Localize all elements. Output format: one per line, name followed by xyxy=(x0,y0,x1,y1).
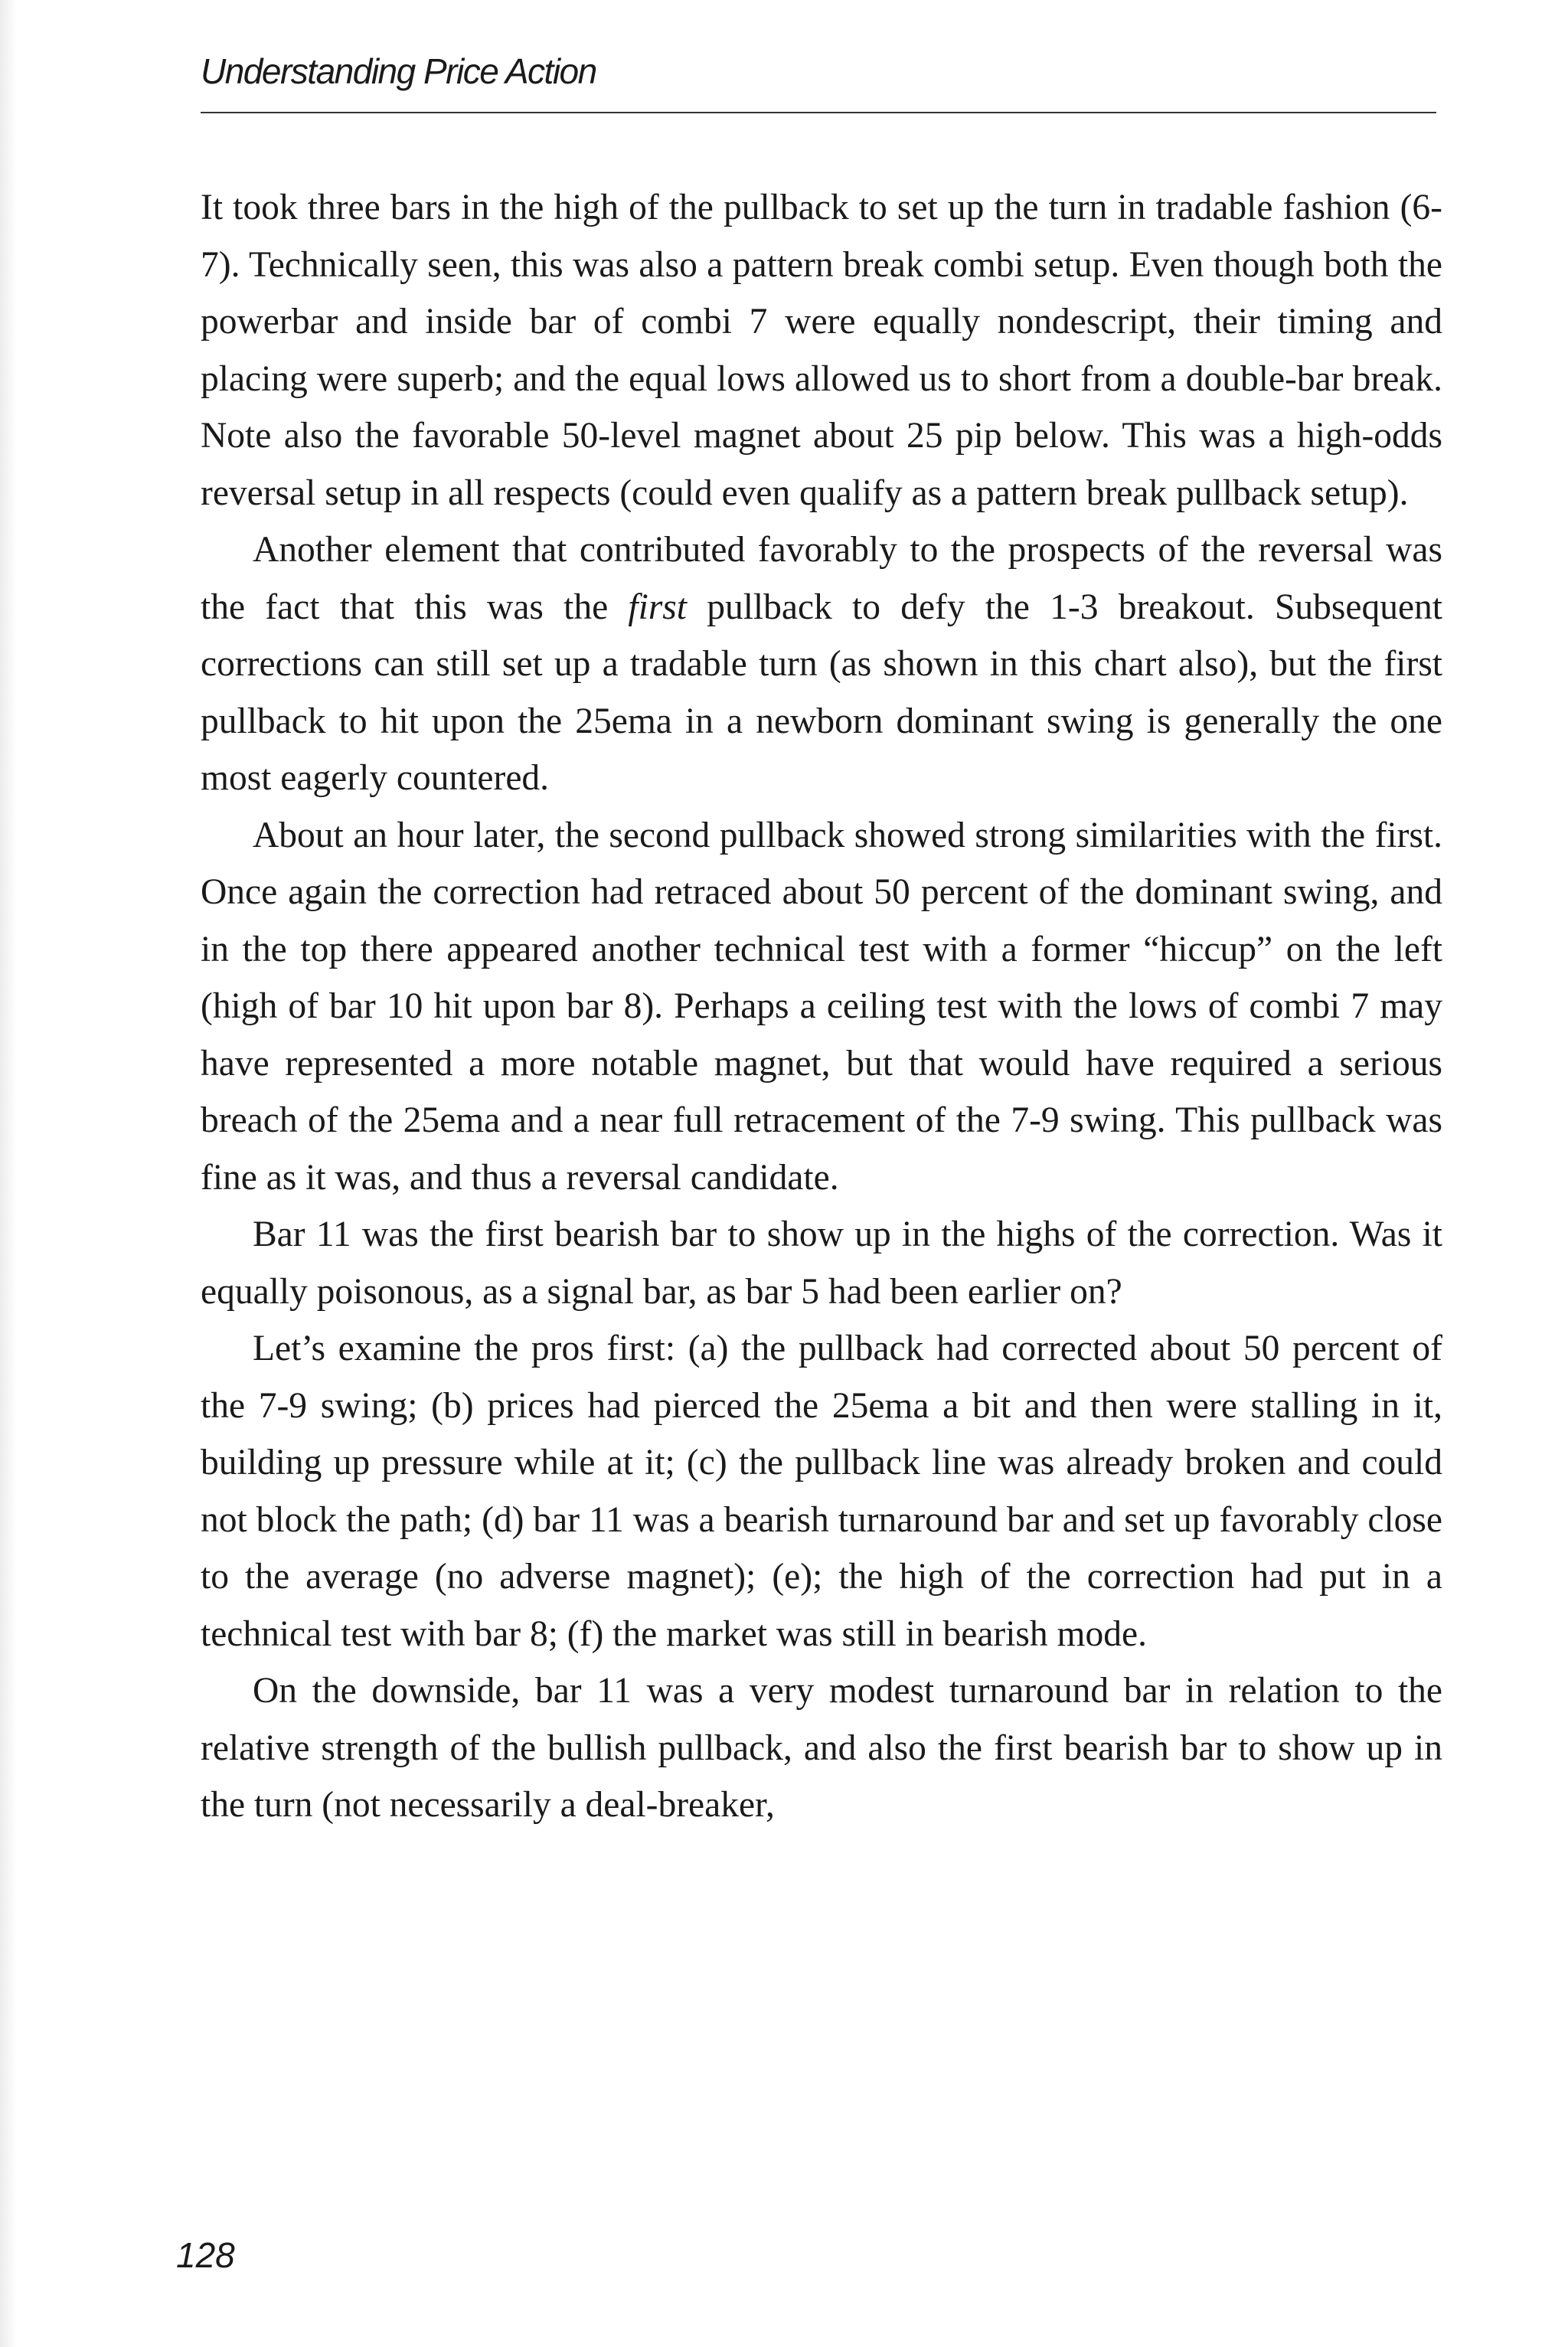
page-gutter-shadow xyxy=(0,0,17,2347)
paragraph-3: About an hour later, the second pullback showed strong similarities with the first. Once again the correction had retraced about 50 percent of the dominant swing, and in the top there appeared another technical test with a former “hiccup” on the left (high of bar 10 hit upon bar 8). Perhaps a ceiling test with the lows of combi 7 may have represented a more notable magnet, but that would have required a serious breach of the 25ema and a near full retracement of the 7-9 swing. This pullback was fine as it was, and thus a reversal candidate. xyxy=(201,815,1442,1198)
paragraph-2-text-before: Another element that contributed favorably to the prospects of the reversal was the fact that this was the xyxy=(201,530,1442,627)
paragraph-2-text-after: pullback to defy the 1-3 breakout. Subsequent corrections can still set up a tradable turn (as shown in this chart also), but the first pullback to hit upon the 25ema in a newborn dominant swing is generally the one most eagerly countered. xyxy=(201,587,1443,798)
paragraph-1: It took three bars in the high of the pullback to set up the turn in tradable fashion (6-7). Technically seen, this was also a pattern break combi setup. Even though both the powerbar and inside bar of combi 7 were equally nondescript, their timing and placing were superb; and the equal lows allowed us to short from a double-bar break. Note also the favorable 50-level magnet about 25 pip below. This was a high-odds reversal setup in all respects (could even qualify as a pattern break pullback setup). xyxy=(201,188,1442,513)
paragraph-6: On the downside, bar 11 was a very modest turnaround bar in relation to the relative strength of the bullish pullback, and also the first bearish bar to show up in the turn (not necessarily a deal-breaker, xyxy=(201,1671,1442,1825)
page-number: 128 xyxy=(176,2235,235,2275)
paragraph-2-emphasis: first xyxy=(628,587,687,627)
header-rule xyxy=(201,112,1436,113)
running-head: Understanding Price Action xyxy=(201,51,596,91)
paragraph-4: Bar 11 was the first bearish bar to show up in the highs of the correction. Was it equally poisonous, as a signal bar, as bar 5 had been earlier on? xyxy=(201,1214,1442,1312)
paragraph-2 xyxy=(201,521,1442,807)
paragraph-5: Let’s examine the pros first: (a) the pullback had corrected about 50 percent of the 7-9 swing; (b) prices had pierced the 25ema a bit and then were stalling in it, building up pressure while at it; (c) the pullback line was already broken and could not block the path; (d) bar 11 was a bearish turnaround bar and set up favorably close to the average (no adverse magnet); (e); the high of the correction had put in a technical test with bar 8; (f) the market was still in bearish mode. xyxy=(201,1329,1442,1654)
body-text xyxy=(201,179,1442,1834)
